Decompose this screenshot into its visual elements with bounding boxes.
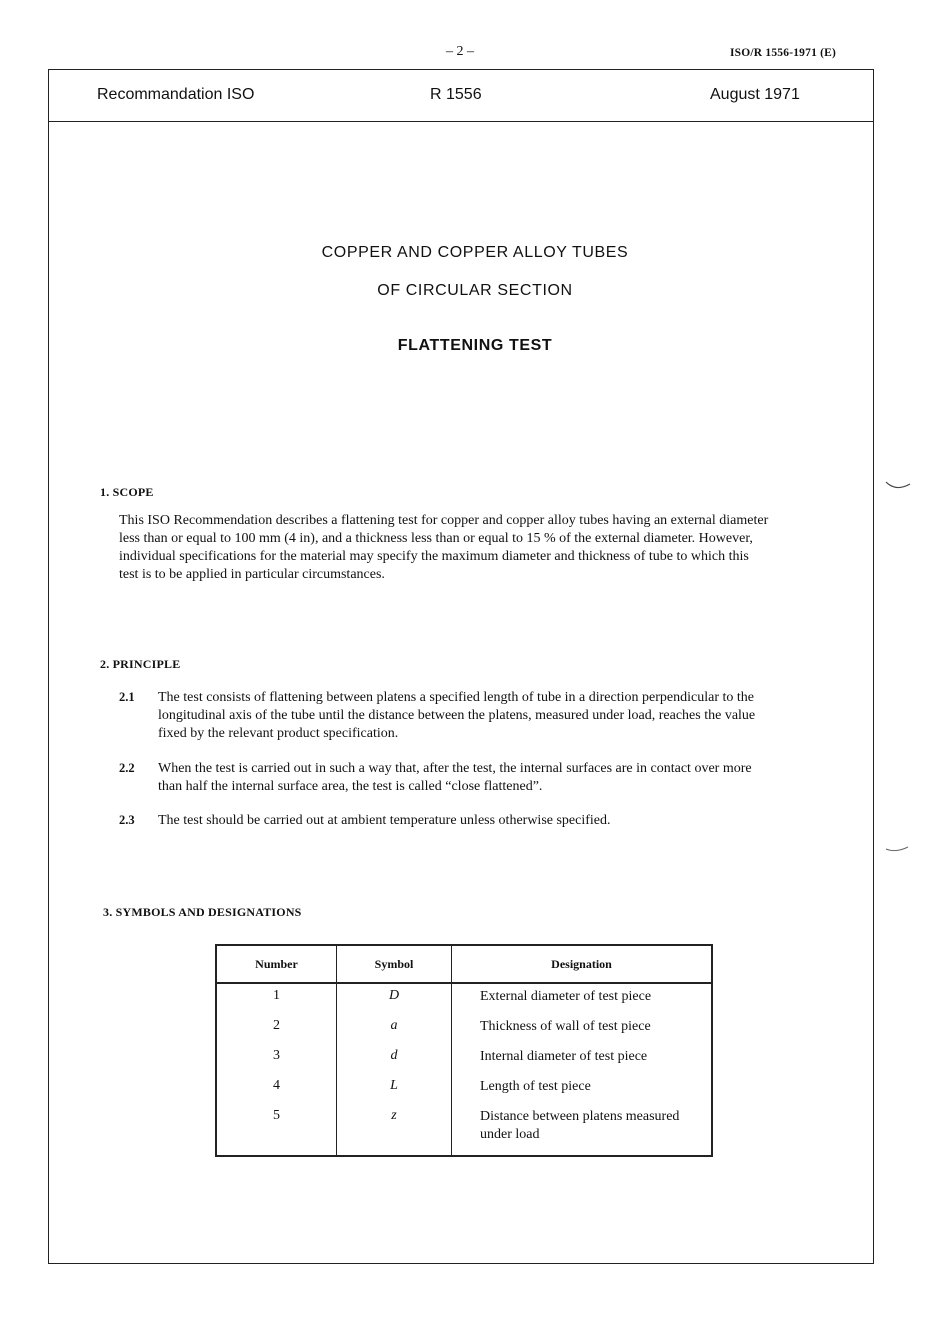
- header-date: August 1971: [710, 86, 800, 103]
- symbols-heading: 3. SYMBOLS AND DESIGNATIONS: [103, 905, 302, 919]
- scope-paragraph: [119, 512, 864, 584]
- table-row: [216, 1104, 712, 1156]
- clause-line: The test consists of flattening between platens a specified length of tube in a direction perpendicular to the: [158, 690, 754, 705]
- clause-line: fixed by the relevant product specification.: [158, 726, 399, 741]
- cell-designation: External diameter of test piece: [452, 983, 713, 1014]
- cell-number: 1: [273, 988, 280, 1003]
- table-row: [216, 1044, 712, 1074]
- scope-line: test is to be applied in particular circumstances.: [119, 567, 385, 582]
- title-line-3: FLATTENING TEST: [397, 337, 553, 354]
- scope-heading: 1. SCOPE: [100, 485, 154, 499]
- margin-scan-mark: [884, 843, 912, 855]
- title-line-2: OF CIRCULAR SECTION: [377, 282, 573, 299]
- cell-number: 5: [273, 1108, 280, 1123]
- table-row: [216, 983, 712, 1014]
- cell-symbol: a: [337, 1014, 452, 1044]
- clause-text: [158, 760, 858, 796]
- cell-number: 4: [273, 1078, 280, 1093]
- clause-text: [158, 689, 858, 743]
- page-number: – 2 –: [446, 44, 474, 59]
- clause-number: 2.3: [119, 813, 135, 827]
- document-id: ISO/R 1556-1971 (E): [730, 47, 837, 59]
- principle-heading: 2. PRINCIPLE: [100, 657, 181, 671]
- header-recommendation: Recommandation ISO: [97, 86, 255, 103]
- cell-symbol: d: [337, 1044, 452, 1074]
- scope-line: individual specifications for the material may specify the maximum diameter and thickness of tube to which this: [119, 549, 749, 564]
- column-header-symbol: Symbol: [337, 945, 452, 983]
- scope-line: less than or equal to 100 mm (4 in), and a thickness less than or equal to 15 % of the external diameter. However,: [119, 531, 753, 546]
- cell-designation: Distance between platens measured under load: [452, 1104, 713, 1156]
- table-row: [216, 1014, 712, 1044]
- clause-number: 2.2: [119, 761, 135, 775]
- column-header-number: Number: [216, 945, 337, 983]
- clause-text: [158, 812, 858, 830]
- cell-designation: Internal diameter of test piece: [452, 1044, 713, 1074]
- cell-symbol: D: [337, 983, 452, 1014]
- symbols-table: [215, 944, 713, 1157]
- clause-line: The test should be carried out at ambient temperature unless otherwise specified.: [158, 813, 611, 828]
- cell-symbol: L: [337, 1074, 452, 1104]
- header-number: R 1556: [430, 86, 482, 103]
- cell-symbol: z: [337, 1104, 452, 1156]
- cell-number: 2: [273, 1018, 280, 1033]
- column-header-designation: Designation: [452, 945, 713, 983]
- clause-line: longitudinal axis of the tube until the distance between the platens, measured under load, reaches the value: [158, 708, 756, 723]
- margin-scan-mark: [884, 478, 912, 494]
- clause-line: When the test is carried out in such a way that, after the test, the internal surfaces are in contact over more: [158, 761, 752, 776]
- title-line-1: COPPER AND COPPER ALLOY TUBES: [321, 244, 629, 261]
- table-row: [216, 1074, 712, 1104]
- cell-number: 3: [273, 1048, 280, 1063]
- scope-line: This ISO Recommendation describes a flattening test for copper and copper alloy tubes having an external diameter: [119, 513, 769, 528]
- cell-designation: Thickness of wall of test piece: [452, 1014, 713, 1044]
- header-band: [48, 69, 874, 122]
- clause-line: than half the internal surface area, the test is called “close flattened”.: [158, 779, 543, 794]
- clause-number: 2.1: [119, 690, 135, 704]
- cell-designation: Length of test piece: [452, 1074, 713, 1104]
- table-header-row: [216, 945, 712, 983]
